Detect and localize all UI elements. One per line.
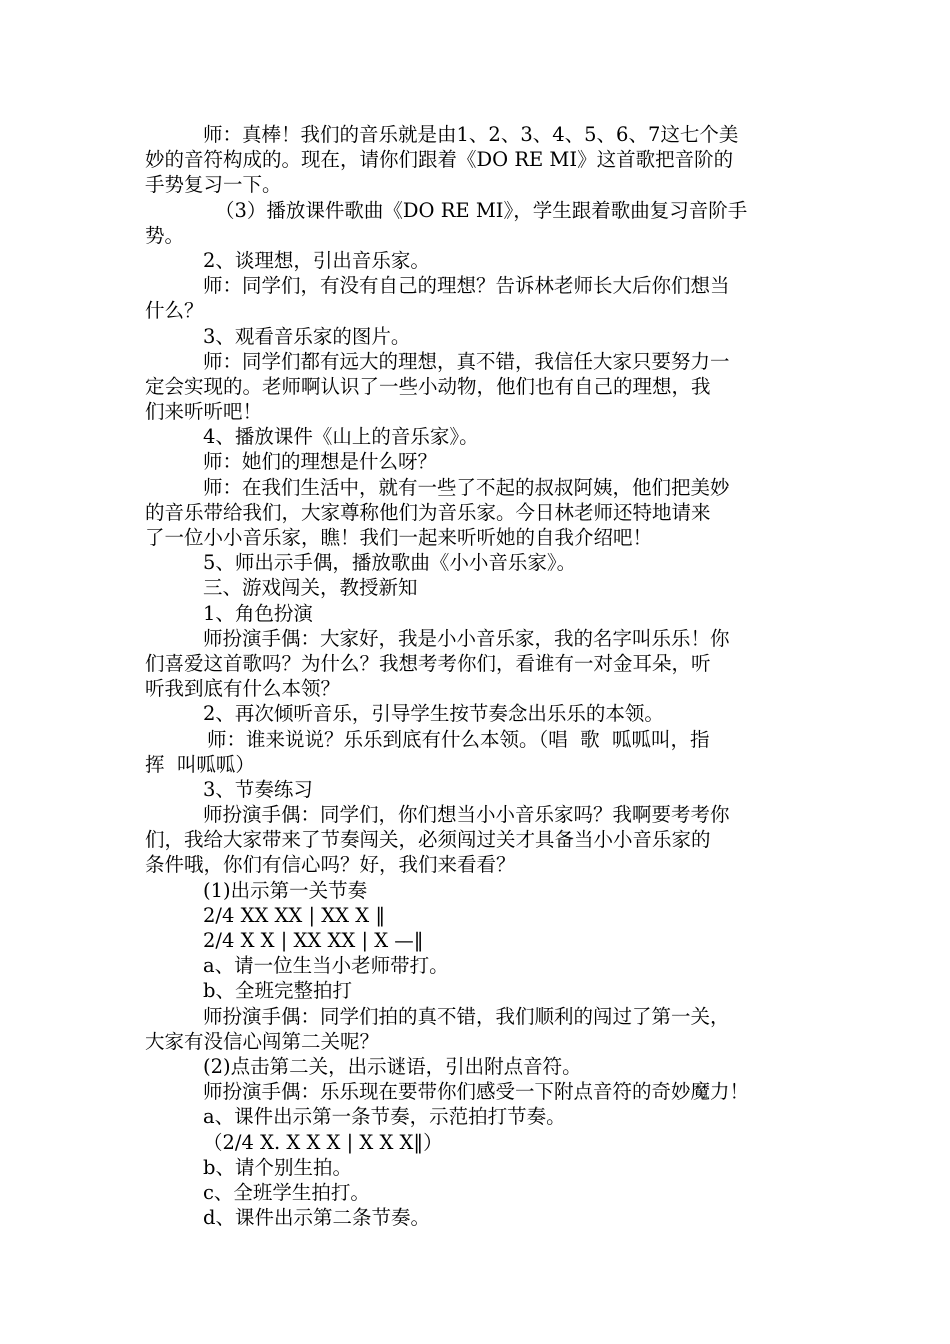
- text-line: 势。: [145, 223, 185, 247]
- text-line: （3）播放课件歌曲《DO RE MI》，学生跟着歌曲复习音阶手: [215, 198, 748, 222]
- text-line: 们喜爱这首歌吗？为什么？我想考考你们，看谁有一对金耳朵，听: [145, 651, 711, 675]
- text-line: 师：在我们生活中，就有一些了不起的叔叔阿姨，他们把美妙: [203, 475, 730, 499]
- text-line: 三、游戏闯关，教授新知: [203, 576, 418, 600]
- text-line: 1、角色扮演: [203, 601, 313, 625]
- text-line: (1)出示第一关节奏: [203, 878, 368, 902]
- text-line: 大家有没信心闯第二关呢？: [145, 1029, 380, 1053]
- text-line: 师：同学们都有远大的理想，真不错，我信任大家只要努力一: [203, 349, 730, 373]
- text-line: 师：真棒！我们的音乐就是由1、2、3、4、5、6、7这七个美: [203, 123, 739, 146]
- text-line: （2/4 X. X X X | X X X‖）: [203, 1130, 443, 1154]
- document-page: [145, 122, 810, 1230]
- text-line: 2/4 XX XX | XX X ‖: [203, 903, 386, 927]
- text-line: 听我到底有什么本领？: [145, 677, 341, 701]
- text-line: 们来听听吧！: [145, 400, 263, 424]
- text-line: 2、再次倾听音乐，引导学生按节奏念出乐乐的本领。: [203, 702, 664, 726]
- text-line: 3、节奏练习: [203, 777, 313, 801]
- text-line: 师：谁来说说？乐乐到底有什么本领。（唱 歌 呱呱叫，指: [207, 727, 710, 751]
- text-line: 什么？: [145, 299, 204, 323]
- text-line: 妙的音符构成的。现在，请你们跟着《DO RE MI》这首歌把音阶的: [145, 148, 734, 172]
- text-line: 挥 叫呱呱）: [145, 752, 255, 776]
- text-line: 师扮演手偶：大家好，我是小小音乐家，我的名字叫乐乐！你: [203, 626, 730, 650]
- text-line: 们，我给大家带来了节奏闯关，必须闯过关才具备当小小音乐家的: [145, 828, 711, 852]
- text-line: 师扮演手偶：同学们拍的真不错，我们顺利的闯过了第一关，: [203, 1004, 730, 1028]
- text-line: 手势复习一下。: [145, 173, 282, 197]
- text-line: 4、播放课件《山上的音乐家》。: [203, 425, 479, 449]
- text-line: 5、师出示手偶，播放歌曲《小小音乐家》。: [203, 551, 577, 575]
- text-line: 师：同学们，有没有自己的理想？告诉林老师长大后你们想当: [203, 274, 730, 298]
- text-line: 2/4 X X | XX XX | X —‖: [203, 929, 424, 952]
- text-line: 定会实现的。老师啊认识了一些小动物，他们也有自己的理想，我: [145, 374, 711, 398]
- text-line: c、全班学生拍打。: [203, 1180, 370, 1204]
- text-line: b、请个别生拍。: [203, 1155, 352, 1179]
- text-line: 条件哦，你们有信心吗？好，我们来看看？: [145, 853, 516, 877]
- text-line: d、课件出示第二条节奏。: [203, 1206, 430, 1230]
- text-line: b、全班完整拍打: [203, 979, 352, 1003]
- text-line: 了一位小小音乐家，瞧！我们一起来听听她的自我介绍吧！: [145, 526, 653, 549]
- text-line: a、请一位生当小老师带打。: [203, 954, 449, 978]
- text-line: 师扮演手偶：乐乐现在要带你们感受一下附点音符的奇妙魔力！: [203, 1080, 750, 1104]
- text-line: (2)点击第二关，出示谜语，引出附点音符。: [203, 1054, 582, 1078]
- text-line: 师扮演手偶：同学们，你们想当小小音乐家吗？我啊要考考你: [203, 803, 730, 827]
- text-line: 3、观看音乐家的图片。: [203, 324, 411, 348]
- text-line: 2、谈理想，引出音乐家。: [203, 248, 430, 272]
- text-line: 师：她们的理想是什么呀？: [203, 450, 438, 474]
- text-line: 的音乐带给我们，大家尊称他们为音乐家。今日林老师还特地请来: [145, 500, 711, 524]
- text-line: a、课件出示第一条节奏，示范拍打节奏。: [203, 1105, 566, 1129]
